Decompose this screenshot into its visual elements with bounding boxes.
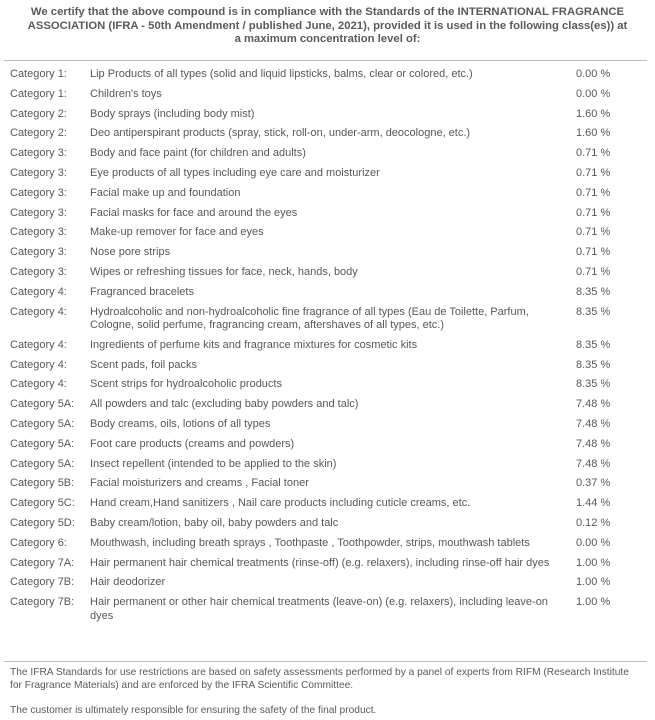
table-row [10, 554, 645, 574]
ifra-category-table [10, 65, 645, 627]
table-row [10, 204, 645, 224]
category-description: Lip Products of all types (solid and liquid lipsticks, balms, clear or colored, etc.) [90, 68, 473, 80]
max-concentration: 0.71 % [576, 147, 611, 160]
table-row [10, 65, 645, 85]
category-label: Category 5D: [10, 517, 75, 530]
compliance-statement [8, 6, 647, 47]
max-concentration: 0.12 % [576, 517, 611, 530]
category-description: Baby cream/lotion, baby oil, baby powders and talc [90, 517, 339, 530]
category-description: Mouthwash, including breath sprays , Toothpaste , Toothpowder, strips, mouthwash tablets [90, 536, 530, 549]
table-row [10, 164, 645, 184]
max-concentration: 1.60 % [576, 107, 611, 120]
category-label: Category 4: [10, 378, 67, 391]
table-row [10, 395, 645, 415]
table-row [10, 415, 645, 435]
max-concentration: 0.71 % [576, 246, 611, 259]
category-label: Category 1: [10, 87, 67, 100]
max-concentration: 7.48 % [576, 437, 611, 450]
table-row [10, 223, 645, 243]
max-concentration: 0.71 % [576, 265, 611, 278]
category-label: Category 4: [10, 305, 67, 318]
category-label: Category 4: [10, 338, 67, 351]
category-description: Body and face paint (for children and adults) [90, 147, 306, 160]
category-description: Nose pore strips [90, 246, 171, 259]
category-description: Hair permanent hair chemical treatments (rinse-off) (e.g. relaxers), including rinse-off hair dyes [90, 556, 550, 569]
table-row [10, 336, 645, 356]
table-row [10, 514, 645, 534]
category-label: Category 5A: [10, 457, 75, 470]
ifra-standards-note: The IFRA Standards for use restrictions are based on safety assessments performed by a panel of experts from RIFM (Research Institute for Fragrance Materials) and are enforced by the IFRA Scientific Committee. [10, 667, 629, 691]
category-description: Deo antiperspirant products (spray, stick, roll-on, under-arm, deocologne, etc.) [90, 127, 471, 140]
category-description: Hydroalcoholic and non-hydroalcoholic fine fragrance of all types (Eau de Toilette, Parfum, Cologne, solid perfume, fragrancing cream, aftershaves of all types, etc.) [90, 305, 529, 332]
category-description: Facial masks for face and around the eyes [90, 206, 298, 219]
max-concentration: 7.48 % [576, 418, 611, 431]
category-label: Category 4: [10, 358, 67, 371]
table-row [10, 124, 645, 144]
max-concentration: 8.35 % [576, 378, 611, 391]
category-label: Category 3: [10, 186, 67, 199]
category-description: Facial moisturizers and creams , Facial toner [90, 477, 309, 490]
table-row [10, 263, 645, 283]
table-row [10, 85, 645, 105]
category-description: Hair permanent or other hair chemical treatments (leave-on) (e.g. relaxers), including leave-on dyes [90, 596, 548, 622]
max-concentration: 1.44 % [576, 497, 611, 510]
max-concentration: 1.60 % [576, 127, 611, 140]
max-concentration: 0.71 % [576, 186, 611, 199]
compliance-line-2: ASSOCIATION (IFRA - 50th Amendment / published June, 2021), provided it is used in the following class(es)) at [27, 19, 628, 32]
category-label: Category 3: [10, 226, 67, 239]
table-row [10, 435, 645, 455]
category-description: Make-up remover for face and eyes [90, 226, 264, 239]
category-description: Wipes or refreshing tissues for face, neck, hands, body [90, 265, 358, 278]
category-label: Category 1: [10, 68, 67, 80]
max-concentration: 0.71 % [576, 226, 611, 239]
max-concentration: 7.48 % [576, 457, 611, 470]
table-row [10, 494, 645, 514]
category-description: Hand cream,Hand sanitizers , Nail care products including cuticle creams, etc. [90, 497, 471, 510]
category-label: Category 7A: [10, 556, 75, 569]
category-description: Facial make up and foundation [90, 186, 241, 199]
category-label: Category 3: [10, 246, 67, 259]
category-label: Category 5B: [10, 477, 75, 490]
max-concentration: 0.00 % [576, 68, 611, 80]
table-row [10, 243, 645, 263]
category-description: Insect repellent (intended to be applied to the skin) [90, 457, 337, 470]
category-description: Ingredients of perfume kits and fragrance mixtures for cosmetic kits [90, 338, 418, 351]
table-row [10, 375, 645, 395]
category-label: Category 3: [10, 147, 67, 160]
table-row [10, 283, 645, 303]
category-description: All powders and talc (excluding baby powders and talc) [90, 398, 359, 411]
bottom-divider [4, 661, 647, 662]
category-label: Category 7B: [10, 596, 75, 609]
category-description: Eye products of all types including eye care and moisturizer [90, 166, 380, 179]
category-label: Category 4: [10, 285, 67, 298]
category-label: Category 7B: [10, 576, 75, 589]
max-concentration: 0.00 % [576, 87, 611, 100]
table-row [10, 573, 645, 593]
table-row [10, 184, 645, 204]
max-concentration: 8.35 % [576, 358, 611, 371]
max-concentration: 8.35 % [576, 338, 611, 351]
category-label: Category 2: [10, 107, 67, 120]
max-concentration: 0.71 % [576, 166, 611, 179]
category-label: Category 6: [10, 536, 67, 549]
max-concentration: 0.37 % [576, 477, 611, 490]
category-description: Foot care products (creams and powders) [90, 437, 295, 450]
category-description: Scent strips for hydroalcoholic products [90, 378, 282, 391]
category-description: Hair deodorizer [90, 576, 166, 589]
compliance-line-3: a maximum concentration level of: [234, 33, 421, 45]
max-concentration: 0.00 % [576, 536, 611, 549]
table-row [10, 474, 645, 494]
table-row [10, 144, 645, 164]
category-description: Scent pads, foil packs [90, 358, 198, 371]
max-concentration: 8.35 % [576, 285, 611, 298]
category-label: Category 3: [10, 166, 67, 179]
category-label: Category 2: [10, 127, 67, 140]
max-concentration: 1.00 % [576, 596, 611, 609]
customer-responsibility-note: The customer is ultimately responsible for ensuring the safety of the final product. [10, 705, 377, 716]
category-description: Body sprays (including body mist) [90, 107, 255, 120]
table-row [10, 455, 645, 475]
category-label: Category 5A: [10, 437, 75, 450]
max-concentration: 7.48 % [576, 398, 611, 411]
max-concentration: 8.35 % [576, 305, 611, 318]
category-label: Category 3: [10, 206, 67, 219]
category-label: Category 3: [10, 265, 67, 278]
top-divider [4, 60, 647, 61]
max-concentration: 0.71 % [576, 206, 611, 219]
category-description: Fragranced bracelets [90, 285, 194, 298]
category-description: Children's toys [90, 87, 162, 100]
table-row [10, 593, 645, 626]
max-concentration: 1.00 % [576, 576, 611, 589]
category-description: Body creams, oils, lotions of all types [90, 418, 271, 431]
table-row [10, 105, 645, 125]
compliance-line-1: We certify that the above compound is in compliance with the Standards of the INTERNATIONAL FRAGRANCE [30, 6, 625, 18]
table-row [10, 303, 645, 336]
table-row [10, 356, 645, 376]
category-label: Category 5C: [10, 497, 75, 510]
table-row [10, 534, 645, 554]
category-label: Category 5A: [10, 418, 75, 431]
max-concentration: 1.00 % [576, 556, 611, 569]
category-label: Category 5A: [10, 398, 75, 411]
